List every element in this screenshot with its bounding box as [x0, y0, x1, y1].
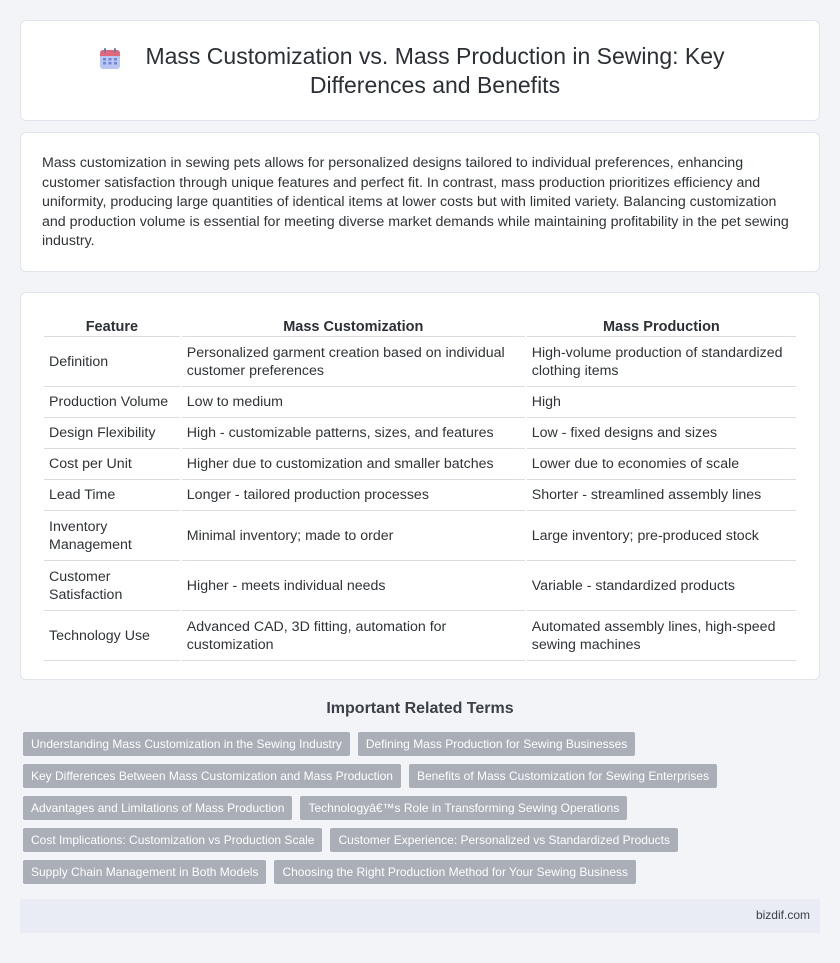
- related-term-tag[interactable]: Technologyâ€™s Role in Transforming Sewing Operations: [300, 796, 627, 820]
- table-row: [44, 611, 796, 661]
- production-cell: High: [527, 387, 796, 418]
- comparison-table-card: [20, 292, 820, 680]
- production-cell: Shorter - streamlined assembly lines: [527, 480, 796, 511]
- related-term-tag[interactable]: Choosing the Right Production Method for Your Sewing Business: [274, 860, 636, 884]
- related-term-tag[interactable]: Advantages and Limitations of Mass Production: [23, 796, 292, 820]
- related-term-tag[interactable]: Key Differences Between Mass Customization and Mass Production: [23, 764, 401, 788]
- customization-cell: Longer - tailored production processes: [182, 480, 525, 511]
- page-title: Mass Customization vs. Mass Production in Sewing: Key Differences and Benefits: [145, 42, 725, 98]
- comparison-table: [42, 317, 798, 661]
- production-cell: Automated assembly lines, high-speed sewing machines: [527, 611, 796, 661]
- table-row: [44, 449, 796, 480]
- production-cell: Low - fixed designs and sizes: [527, 418, 796, 449]
- table-row: [44, 561, 796, 611]
- header-card: [20, 20, 820, 121]
- related-term-tag[interactable]: Supply Chain Management in Both Models: [23, 860, 266, 884]
- footer: [20, 899, 820, 933]
- customization-cell: Higher - meets individual needs: [182, 561, 525, 611]
- related-terms-list: [23, 732, 817, 892]
- feature-cell: Lead Time: [44, 480, 180, 511]
- related-term-tag[interactable]: Benefits of Mass Customization for Sewing Enterprises: [409, 764, 717, 788]
- production-cell: Variable - standardized products: [527, 561, 796, 611]
- production-cell: High-volume production of standardized clothing items: [527, 337, 796, 387]
- production-cell: Large inventory; pre-produced stock: [527, 511, 796, 561]
- related-terms-heading: Important Related Terms: [326, 700, 514, 717]
- intro-card: [20, 132, 820, 272]
- intro-paragraph: Mass customization in sewing pets allows for personalized designs tailored to individual preferences, enhancing customer satisfaction through unique features and perfect fit. In contrast, mass production prioritizes efficiency and uniformity, producing large quantities of identical items at lower costs but with limited variety. Balancing customization and production volume is essential for meeting diverse market demands while maintaining profitability in the pet sewing industry.: [42, 155, 789, 250]
- feature-cell: Production Volume: [44, 387, 180, 418]
- customization-cell: High - customizable patterns, sizes, and features: [182, 418, 525, 449]
- table-row: [44, 418, 796, 449]
- customization-cell: Higher due to customization and smaller batches: [182, 449, 525, 480]
- table-row: [44, 511, 796, 561]
- related-term-tag[interactable]: Understanding Mass Customization in the Sewing Industry: [23, 732, 350, 756]
- table-row: [44, 337, 796, 387]
- related-term-tag[interactable]: Defining Mass Production for Sewing Businesses: [358, 732, 635, 756]
- feature-cell: Definition: [44, 337, 180, 387]
- related-term-tag[interactable]: Customer Experience: Personalized vs Standardized Products: [330, 828, 678, 852]
- customization-cell: Advanced CAD, 3D fitting, automation for customization: [182, 611, 525, 661]
- feature-cell: Technology Use: [44, 611, 180, 661]
- column-header-feature: Feature: [44, 317, 180, 337]
- feature-cell: Cost per Unit: [44, 449, 180, 480]
- feature-cell: Inventory Management: [44, 511, 180, 561]
- column-header-mass-production: Mass Production: [527, 317, 796, 337]
- feature-cell: Design Flexibility: [44, 418, 180, 449]
- customization-cell: Minimal inventory; made to order: [182, 511, 525, 561]
- column-header-mass-customization: Mass Customization: [182, 317, 525, 337]
- customization-cell: Personalized garment creation based on individual customer preferences: [182, 337, 525, 387]
- customization-cell: Low to medium: [182, 387, 525, 418]
- related-term-tag[interactable]: Cost Implications: Customization vs Production Scale: [23, 828, 322, 852]
- production-cell: Lower due to economies of scale: [527, 449, 796, 480]
- feature-cell: Customer Satisfaction: [44, 561, 180, 611]
- footer-site-link[interactable]: bizdif.com: [755, 908, 810, 922]
- table-row: [44, 387, 796, 418]
- table-row: [44, 480, 796, 511]
